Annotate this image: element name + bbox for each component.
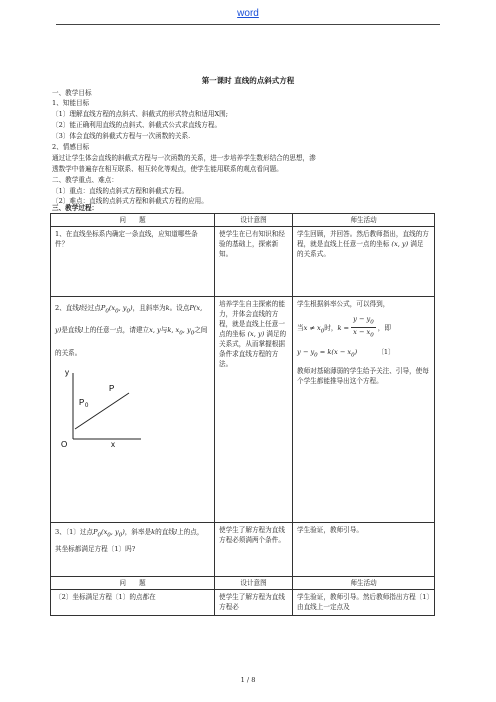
- section-heading-1: 一、教学目标: [52, 89, 92, 97]
- design-cell: [215, 590, 293, 616]
- emotion-goal-line-2: 透数学中普遍存在相互联系、相互转化等观点，使学生能用联系的观点看问题。: [52, 165, 283, 173]
- math-k: k: [151, 528, 156, 536]
- math-k-x0-y0: k, $x_0$, $y_0$: [167, 326, 195, 337]
- math-k: k: [165, 304, 170, 312]
- slope-formula: [297, 315, 430, 341]
- math-x-y: x, y: [149, 326, 161, 335]
- design-text: 使学生了解方程为直线方程必须满两个条件。: [219, 526, 285, 544]
- point-slope-equation: [297, 347, 430, 360]
- a-text: ，即: [377, 323, 391, 332]
- activity-text: 学生回顾，并回答。然后教师指出，直线的方程，就是直线上任意一点的坐标: [297, 230, 429, 248]
- header-question: 问 题: [51, 577, 215, 590]
- q-text: 。设点: [169, 304, 190, 312]
- math-k-eq: k =: [337, 323, 350, 332]
- key-point-item-2: 〔2〕难点：直线的点斜式方程和斜截式方程的应用。: [52, 197, 208, 205]
- design-text: 使学生在已有知识和经验的基础上，探索新知。: [219, 230, 285, 258]
- header-divider: [56, 24, 440, 25]
- design-cell: [215, 227, 293, 297]
- design-text-2: 满足的关系式，从而掌握根据条件求直线方程的方法。: [219, 330, 287, 368]
- question-cell: [51, 227, 215, 297]
- question-text: 〔2〕坐标满足方程〔1〕的点都在: [55, 593, 156, 601]
- activity-text: 学生根据斜率公式，可以得到，: [297, 300, 390, 308]
- math-equation: $y - y_0 = k(x - x_0)$: [297, 347, 358, 358]
- q-text: 2、直线: [55, 304, 79, 312]
- q-text: 3、〔1〕过点: [55, 528, 94, 536]
- equation-number: 〔1〕: [377, 347, 395, 356]
- q-text: 之间的关系。: [55, 326, 208, 357]
- design-cell: [215, 523, 293, 577]
- a-text: 时，: [324, 323, 338, 332]
- activity-cell: [293, 227, 435, 297]
- section-heading-2: 二、教学重点、难点：: [52, 176, 118, 184]
- emotion-goal-line-1: 通过让学生体会直线的斜截式方程与一次函数的关系，进一步培养学生数形结合的思想，渗: [52, 154, 316, 162]
- table-header-row: [51, 214, 435, 227]
- header-activity: 师生活动: [293, 214, 435, 227]
- p0-subscript: 0: [85, 402, 89, 409]
- activity-cell: [293, 590, 435, 616]
- design-cell: [215, 297, 293, 523]
- origin-label: O: [61, 439, 68, 449]
- question-cell: [51, 523, 215, 577]
- question-cell: [51, 297, 215, 523]
- page-number: 1 / 8: [240, 676, 256, 684]
- header-design-intent: 设计意图: [215, 577, 293, 590]
- activity-cell: [293, 297, 435, 523]
- objective-item-3: 〔3〕体会直线的斜截式方程与一次函数的关系.: [52, 132, 191, 140]
- activity-text-2: 满足的关系式。: [297, 240, 424, 258]
- p-label: P: [109, 383, 115, 393]
- math-p0: $P_0(x_0$, $y_0$): [93, 528, 125, 539]
- header-question: 问 题: [51, 214, 215, 227]
- subsection-heading-1-1: 1、知能目标: [52, 99, 90, 107]
- subsection-heading-1-2: 2、情感目标: [52, 143, 90, 151]
- math-l: l: [174, 528, 178, 536]
- math-l: l: [78, 304, 82, 312]
- table-row: [51, 523, 435, 577]
- design-text: 培养学生自主探索的能力，并体会直线的方程，就是直线上任意一点的坐标: [219, 300, 285, 338]
- q-text: 是直线: [61, 326, 82, 335]
- q-text: ，且斜率为: [132, 304, 166, 312]
- q-text: ，斜率是: [124, 528, 152, 536]
- x-axis-label: x: [111, 439, 115, 449]
- y-axis-label: y: [65, 367, 69, 377]
- math-xy: (x, y): [391, 240, 409, 248]
- q-text: 上的点，其坐标都满足方程〔1〕吗?: [55, 528, 204, 554]
- section-heading-3: 三、教学过程：: [52, 204, 99, 212]
- activity-text: 学生验证，教师引导。然后教师指出方程〔1〕由直线上一定点及: [297, 593, 430, 611]
- question-cell: [51, 590, 215, 616]
- design-text: 使学生了解方程为直线方程必: [219, 593, 285, 611]
- table-row: [51, 227, 435, 297]
- activity-cell: [293, 523, 435, 577]
- math-fraction: $\frac{y - y_0}{x - x_0}$: [353, 315, 374, 339]
- math-p0: $P_0(x_0$, $y_0$): [100, 304, 133, 315]
- activity-text: 学生验证，教师引导。: [297, 526, 363, 534]
- math-l: l: [81, 326, 84, 335]
- question-text: 1、在直线坐标系内确定一条直线，应知道哪些条件？: [55, 230, 198, 248]
- header-activity: 师生活动: [293, 577, 435, 590]
- header-design-intent: 设计意图: [215, 214, 293, 227]
- activity-text-2: 教师对基础薄弱的学生给予关注、引导，使每个学生都能推导出这个方程。: [297, 366, 429, 385]
- objective-item-1: 〔1〕理解直线方程的点斜式、斜截式的形式特点和适用X围;: [52, 110, 228, 118]
- line-diagram: [55, 367, 145, 449]
- table-row: [51, 297, 435, 523]
- p0-label: P: [79, 397, 85, 407]
- q-text: 与: [160, 326, 168, 335]
- header-word-link[interactable]: word: [237, 8, 259, 19]
- q-text: 经过点: [81, 304, 101, 312]
- math-xy: (x, y): [247, 330, 265, 338]
- page-title: 第一课时 直线的点斜式方程: [201, 76, 295, 85]
- math-pxy: P(x, y): [55, 304, 203, 335]
- a-text: 当: [297, 323, 304, 332]
- objective-item-2: 〔2〕能正确利用直线的点斜式、斜截式公式求直线方程。: [52, 121, 222, 129]
- q-text: 上的任意一点，请建立: [83, 326, 150, 335]
- lesson-process-table: [50, 213, 435, 616]
- table-row: [51, 590, 435, 616]
- key-point-item-1: 〔1〕重点：直线的点斜式方程和斜截式方程。: [52, 187, 189, 195]
- table-header-row: [51, 577, 435, 590]
- math-cond: $x \ne x_0$: [303, 323, 325, 335]
- q-text: 的直线: [155, 528, 175, 536]
